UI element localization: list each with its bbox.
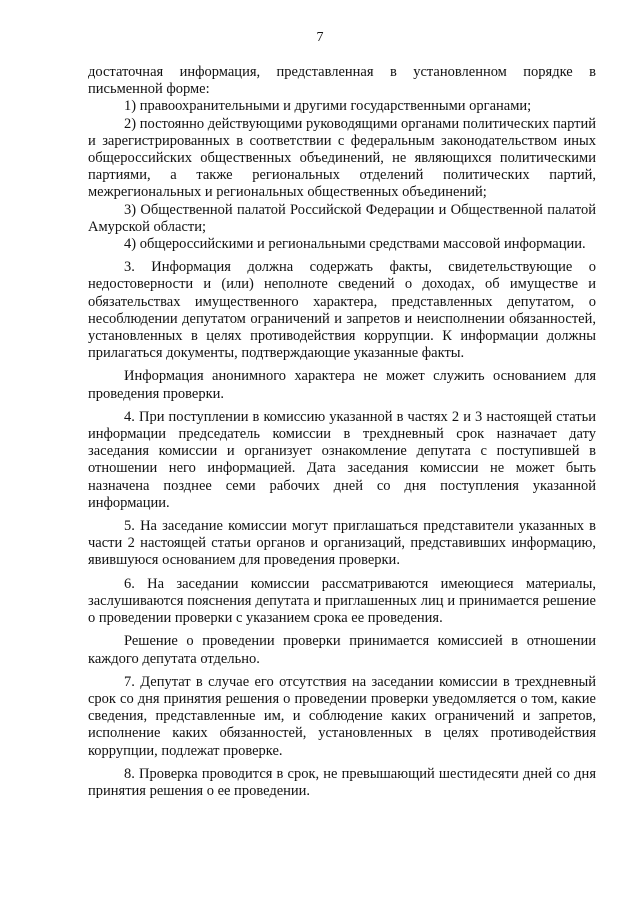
paragraph-list-item-2: 2) постоянно действующими руководящими органами политических партий и зарегистрированных в соответствии с федеральным законодательством иных общероссийских общественных объединений, не являющихся политическими партиями, а также региональных отделений политических партий, межрегиональных и региональных общественных объединений; bbox=[88, 115, 596, 201]
paragraph-clause-4: 4. При поступлении в комиссию указанной в частях 2 и 3 настоящей статьи информации председатель комиссии в трехдневный срок назначает дату заседания комиссии и организует ознакомление депутата с поступившей в отношении него информацией. Дата заседания комиссии не может быть назначена позднее семи рабочих дней со дня поступления указанной информации. bbox=[88, 408, 596, 511]
paragraph-decision-per-deputy: Решение о проведении проверки принимается комиссией в отношении каждого депутата отдельно. bbox=[88, 633, 596, 667]
paragraph-clause-8: 8. Проверка проводится в срок, не превышающий шестидесяти дней со дня принятия решения о ее проведении. bbox=[88, 765, 596, 799]
document-body bbox=[88, 64, 596, 806]
paragraph-clause-7: 7. Депутат в случае его отсутствия на заседании комиссии в трехдневный срок со дня принятия решения о проведении проверки уведомляется о том, какие сведения, представленные им, и соблюдение каких ограничений и запретов, исполнение каких обязанностей, установленных в целях противодействия коррупции, подлежат проверке. bbox=[88, 673, 596, 759]
paragraph-clause-6: 6. На заседании комиссии рассматриваются имеющиеся материалы, заслушиваются пояснения депутата и приглашенных лиц и принимается решение о проведении проверки с указанием срока ее проведения. bbox=[88, 575, 596, 627]
paragraph-intro: достаточная информация, представленная в установленном порядке в письменной форме: bbox=[88, 64, 596, 98]
page-number: 7 bbox=[316, 30, 324, 45]
paragraph-list-item-4: 4) общероссийскими и региональными средствами массовой информации. bbox=[124, 236, 586, 253]
paragraph-list-item-3: 3) Общественной палатой Российской Федерации и Общественной палатой Амурской области; bbox=[88, 201, 596, 235]
paragraph-list-item-1: 1) правоохранительными и другими государственными органами; bbox=[124, 98, 532, 115]
paragraph-clause-5: 5. На заседание комиссии могут приглашаться представители указанных в части 2 настоящей статьи органов и организаций, представивших информацию, явившуюся основанием для проведения проверки. bbox=[88, 518, 596, 569]
paragraph-clause-3: 3. Информация должна содержать факты, свидетельствующие о недостоверности и (или) неполноте сведений о доходах, об имуществе и обязательствах имущественного характера, представленных депутатом, о несоблюдении депутатом ограничений и запретов и неисполнении обязанностей, установленных в целях противодействия коррупции. К информации должны прилагаться документы, подтверждающие указанные факты. bbox=[88, 259, 596, 362]
paragraph-anonymous-info: Информация анонимного характера не может служить основанием для проведения проверки. bbox=[88, 368, 596, 402]
